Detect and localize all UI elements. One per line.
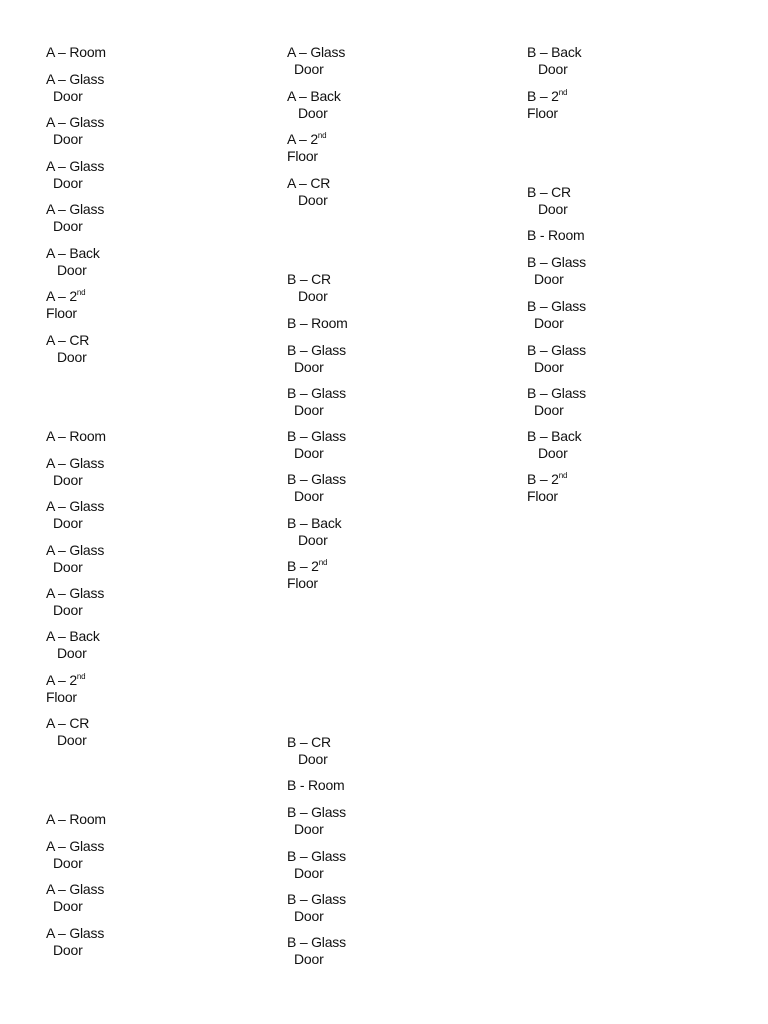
room-label <box>46 455 104 489</box>
room-label <box>46 672 85 706</box>
ordinal-suffix: nd <box>76 288 86 297</box>
label-line-1: B – Glass <box>287 342 346 358</box>
label-line-1: B – CR <box>287 734 331 750</box>
room-label <box>287 44 345 78</box>
label-line-1: B - Room <box>527 227 585 243</box>
room-label <box>287 131 326 165</box>
room-label <box>287 848 346 882</box>
label-line-1: A – Room <box>46 811 106 827</box>
label-line-1: B – Back <box>287 515 342 531</box>
label-line-1: A – CR <box>46 332 90 348</box>
label-line-1: B – Glass <box>287 848 346 864</box>
room-label <box>287 385 346 419</box>
room-label <box>287 175 330 209</box>
label-line-2: Floor <box>527 105 558 121</box>
label-text: B – 2 <box>287 558 319 574</box>
room-label <box>46 542 104 576</box>
label-line-1: B – Back <box>527 428 582 444</box>
ordinal-suffix: nd <box>76 672 86 681</box>
label-line-2: Floor <box>287 148 318 164</box>
room-label <box>46 881 104 915</box>
label-line-1: B – Glass <box>527 342 586 358</box>
label-line-2: Door <box>294 359 324 375</box>
label-line-1: B – Glass <box>287 891 346 907</box>
label-line-1: A – Glass <box>46 158 105 174</box>
label-line-2: Door <box>53 898 83 914</box>
label-line-2: Door <box>298 288 328 304</box>
label-line-2: Door <box>534 359 564 375</box>
label-line-2: Door <box>53 175 83 191</box>
label-line-1: A – Glass <box>46 925 105 941</box>
label-line-2: Floor <box>46 689 77 705</box>
label-line-1: B – CR <box>527 184 571 200</box>
room-label <box>46 158 104 192</box>
room-label <box>46 332 89 366</box>
room-label <box>46 715 89 749</box>
label-line-1: A – Back <box>46 245 100 261</box>
label-line-2: Door <box>53 131 83 147</box>
label-line-1: B – Glass <box>287 934 346 950</box>
label-line-1: A – Back <box>46 628 100 644</box>
label-line-1: B – Glass <box>527 254 586 270</box>
room-label <box>46 628 100 662</box>
room-label <box>287 777 345 794</box>
label-line-2: Floor <box>46 305 77 321</box>
label-text: B – 2 <box>527 471 559 487</box>
room-label <box>527 254 586 288</box>
room-label <box>46 811 106 828</box>
label-line-2: Door <box>294 908 324 924</box>
label-line-2: Door <box>538 61 568 77</box>
label-line-2: Door <box>538 201 568 217</box>
room-label <box>46 925 104 959</box>
label-line-2: Door <box>534 402 564 418</box>
label-line-2: Door <box>294 488 324 504</box>
label-text: A – 2 <box>287 131 318 147</box>
label-line-1: B – Glass <box>287 804 346 820</box>
room-label <box>287 891 346 925</box>
room-label <box>46 288 85 322</box>
label-line-2: Floor <box>527 488 558 504</box>
room-label <box>46 428 106 445</box>
label-line-2: Door <box>57 262 87 278</box>
label-line-1: B – Glass <box>527 298 586 314</box>
label-line-1 <box>527 471 567 488</box>
label-line-1: B – Back <box>527 44 582 60</box>
label-line-2: Door <box>294 821 324 837</box>
label-line-1: B – Glass <box>527 385 586 401</box>
label-line-1: B – CR <box>287 271 331 287</box>
label-line-2: Door <box>294 402 324 418</box>
label-line-2: Door <box>53 515 83 531</box>
room-label <box>46 44 106 61</box>
label-line-2: Door <box>53 942 83 958</box>
label-line-2: Door <box>53 602 83 618</box>
room-label <box>527 471 567 505</box>
label-line-1: B – Glass <box>287 385 346 401</box>
room-label <box>287 271 331 305</box>
label-line-1: A – Glass <box>46 585 105 601</box>
label-line-2: Door <box>298 105 328 121</box>
label-line-2: Door <box>53 472 83 488</box>
label-line-2: Door <box>538 445 568 461</box>
label-text: B – 2 <box>527 88 559 104</box>
room-label <box>527 184 571 218</box>
label-line-1 <box>46 288 85 305</box>
label-line-2: Door <box>57 349 87 365</box>
label-line-1 <box>287 558 327 575</box>
label-line-1: A – Glass <box>287 44 346 60</box>
label-line-1: A – CR <box>46 715 90 731</box>
label-line-2: Door <box>534 315 564 331</box>
room-label <box>46 71 104 105</box>
room-label <box>287 804 346 838</box>
label-line-1 <box>527 88 567 105</box>
label-line-1: B – Room <box>287 315 348 331</box>
room-label <box>527 342 586 376</box>
room-label <box>46 114 104 148</box>
ordinal-suffix: nd <box>318 558 328 567</box>
ordinal-suffix: nd <box>558 471 568 480</box>
label-line-2: Door <box>534 271 564 287</box>
label-line-2: Door <box>53 218 83 234</box>
room-label <box>287 471 346 505</box>
room-label <box>46 838 104 872</box>
label-line-1: A – Glass <box>46 201 105 217</box>
room-label <box>287 88 341 122</box>
room-label <box>287 428 346 462</box>
label-line-2: Floor <box>287 575 318 591</box>
label-line-1: A – CR <box>287 175 331 191</box>
room-label <box>287 734 331 768</box>
room-label <box>527 385 586 419</box>
label-line-2: Door <box>53 88 83 104</box>
label-line-2: Door <box>298 532 328 548</box>
label-line-1: A – Glass <box>46 542 105 558</box>
ordinal-suffix: nd <box>558 88 568 97</box>
room-label <box>287 342 346 376</box>
label-line-2: Door <box>294 445 324 461</box>
label-line-1: A – Glass <box>46 881 105 897</box>
label-line-1: A – Back <box>287 88 341 104</box>
room-label <box>287 315 348 332</box>
label-line-2: Door <box>294 865 324 881</box>
label-line-1: B - Room <box>287 777 345 793</box>
label-line-1: A – Room <box>46 428 106 444</box>
label-line-1 <box>287 131 326 148</box>
label-line-2: Door <box>57 645 87 661</box>
label-line-1: A – Room <box>46 44 106 60</box>
label-line-1: A – Glass <box>46 114 105 130</box>
room-label <box>527 44 581 78</box>
label-line-1: A – Glass <box>46 71 105 87</box>
label-line-1 <box>46 672 85 689</box>
room-label <box>527 298 586 332</box>
label-line-1: A – Glass <box>46 455 105 471</box>
room-label <box>287 515 341 549</box>
room-label <box>46 585 104 619</box>
room-label <box>287 558 327 592</box>
label-line-1: B – Glass <box>287 428 346 444</box>
room-label <box>527 428 581 462</box>
label-line-2: Door <box>298 192 328 208</box>
room-label <box>46 245 100 279</box>
label-line-2: Door <box>53 559 83 575</box>
room-label <box>46 498 104 532</box>
label-line-1: A – Glass <box>46 498 105 514</box>
label-line-2: Door <box>298 751 328 767</box>
room-label <box>46 201 104 235</box>
room-label <box>527 227 585 244</box>
ordinal-suffix: nd <box>317 131 327 140</box>
label-line-2: Door <box>294 951 324 967</box>
room-label <box>287 934 346 968</box>
label-text: A – 2 <box>46 672 77 688</box>
label-line-1: A – Glass <box>46 838 105 854</box>
label-line-2: Door <box>57 732 87 748</box>
label-line-2: Door <box>53 855 83 871</box>
label-line-2: Door <box>294 61 324 77</box>
label-line-1: B – Glass <box>287 471 346 487</box>
label-text: A – 2 <box>46 288 77 304</box>
room-label <box>527 88 567 122</box>
